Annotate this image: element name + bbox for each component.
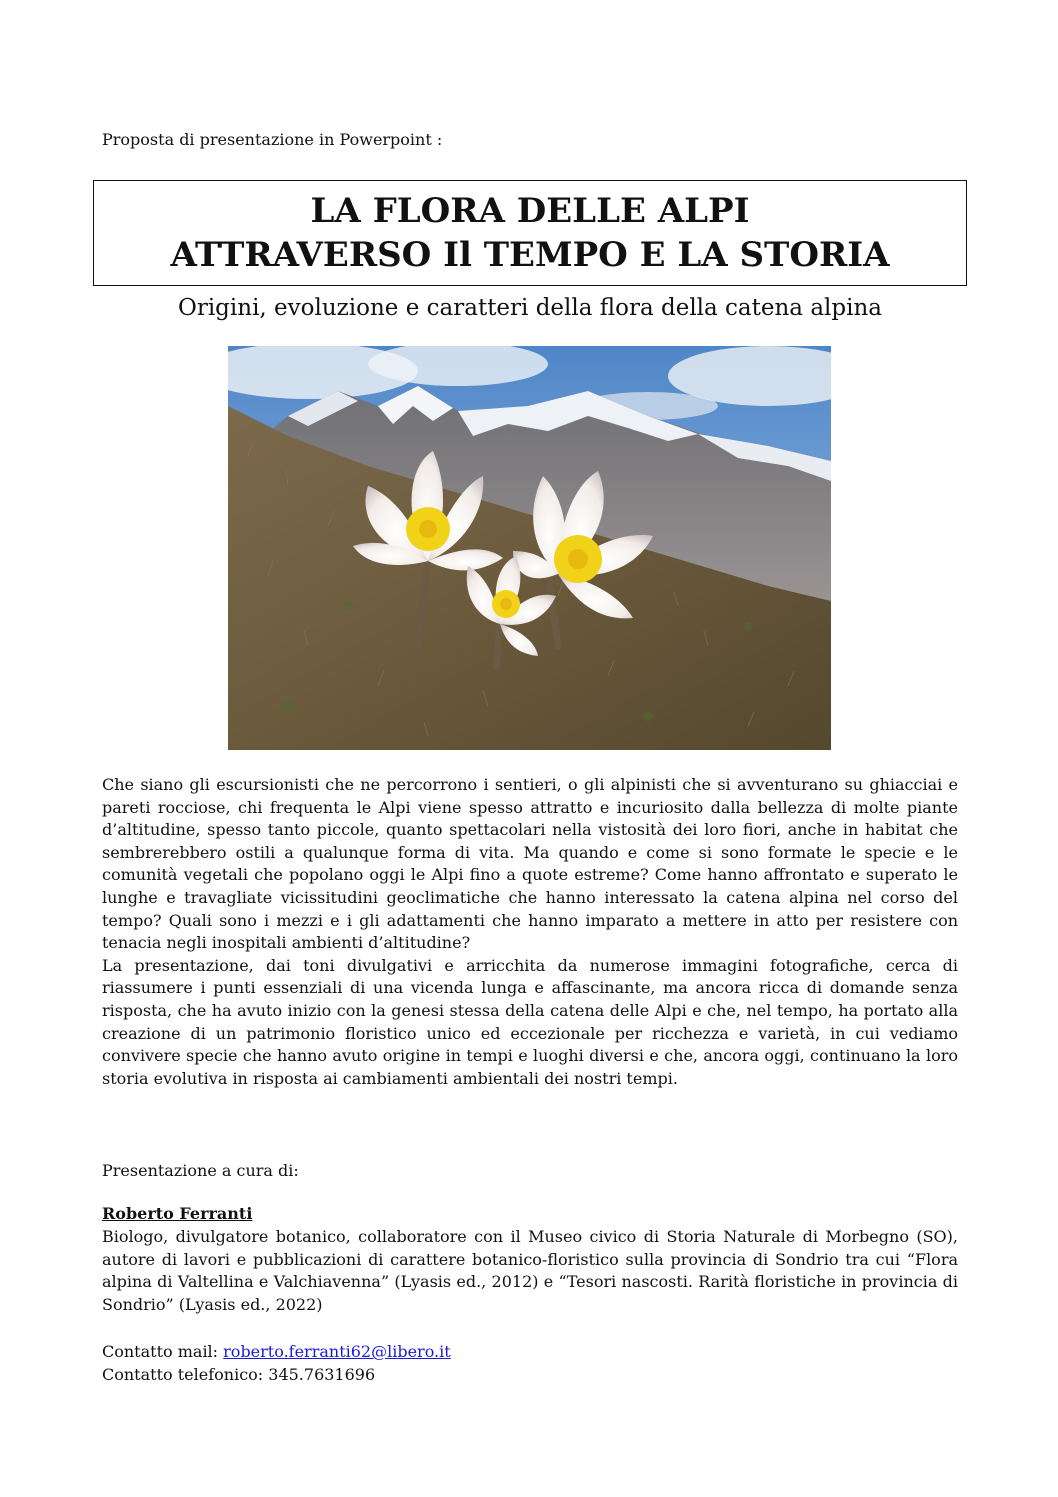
author-bio: Biologo, divulgatore botanico, collaboratore con il Museo civico di Storia Naturale di Morbegno (SO), autore di lavori e pubblicazioni di carattere botanico-floristico sulla provincia di Sondrio tra cui “Flora alpina di Valtellina e Valchiavenna” (Lyasis ed., 2012) e “Tesori nascosti. Rarità floristiche in provincia di Sondrio” (Lyasis ed., 2022) <box>102 1227 958 1314</box>
intro-line: Proposta di presentazione in Powerpoint : <box>102 130 443 149</box>
contact-mail-line <box>102 1341 451 1363</box>
contact-phone-number: 345.7631696 <box>268 1365 376 1384</box>
title-box <box>93 180 967 286</box>
title-line-1: LA FLORA DELLE ALPI <box>310 191 750 231</box>
contact-mail-label: Contatto mail: <box>102 1342 224 1361</box>
curated-by-label: Presentazione a cura di: <box>102 1161 299 1180</box>
contact-phone-label: Contatto telefonico: <box>102 1365 269 1384</box>
author-name: Roberto Ferranti <box>102 1204 253 1223</box>
description-body <box>102 774 958 1090</box>
contact-mail-link[interactable]: roberto.ferranti62@libero.it <box>223 1342 451 1361</box>
description-paragraph-2: La presentazione, dai toni divulgativi e arricchita da numerose immagini fotografiche, cerca di riassumere i punti essenziali di una vicenda lunga e affascinante, ma ancora ricca di domande senza risposta, che ha avuto inizio con la genesi stessa della catena delle Alpi e che, nel tempo, ha portato alla creazione di un patrimonio floristico unico ed eccezionale per ricchezza e varietà, in cui vediamo convivere specie che hanno avuto origine in tempi e luoghi diversi e che, ancora oggi, continuano la loro storia evolutiva in risposta ai cambiamenti ambientali dei nostri tempi. <box>102 955 958 1088</box>
title-line-2: ATTRAVERSO Il TEMPO E LA STORIA <box>170 235 890 275</box>
description-paragraph-1: Che siano gli escursionisti che ne percorrono i sentieri, o gli alpinisti che si avventurano su ghiacciai e pareti rocciose, chi frequenta le Alpi viene spesso attratto e incuriosito dalla bellezza di molte piante d’altitudine, spesso tanto piccole, quanto spettacolari nella vistosità dei loro fiori, anche in habitat che sembrerebbero ostili a qualunque forma di vita. Ma quando e come si sono formate le specie e le comunità vegetali che popolano oggi le Alpi fino a quote estreme? Come hanno affrontato e superato le lunghe e travagliate vicissitudini geoclimatiche che hanno interessato la catena alpina nel corso del tempo? Quali sono i mezzi e i gli adattamenti che hanno imparato a mettere in atto per resistere con tenacia negli inospitali ambienti d’altitudine? <box>102 775 958 953</box>
subtitle: Origini, evoluzione e caratteri della flora della catena alpina <box>177 295 883 321</box>
alpine-pasqueflower-photo <box>228 346 831 750</box>
contact-phone-line <box>102 1364 375 1386</box>
